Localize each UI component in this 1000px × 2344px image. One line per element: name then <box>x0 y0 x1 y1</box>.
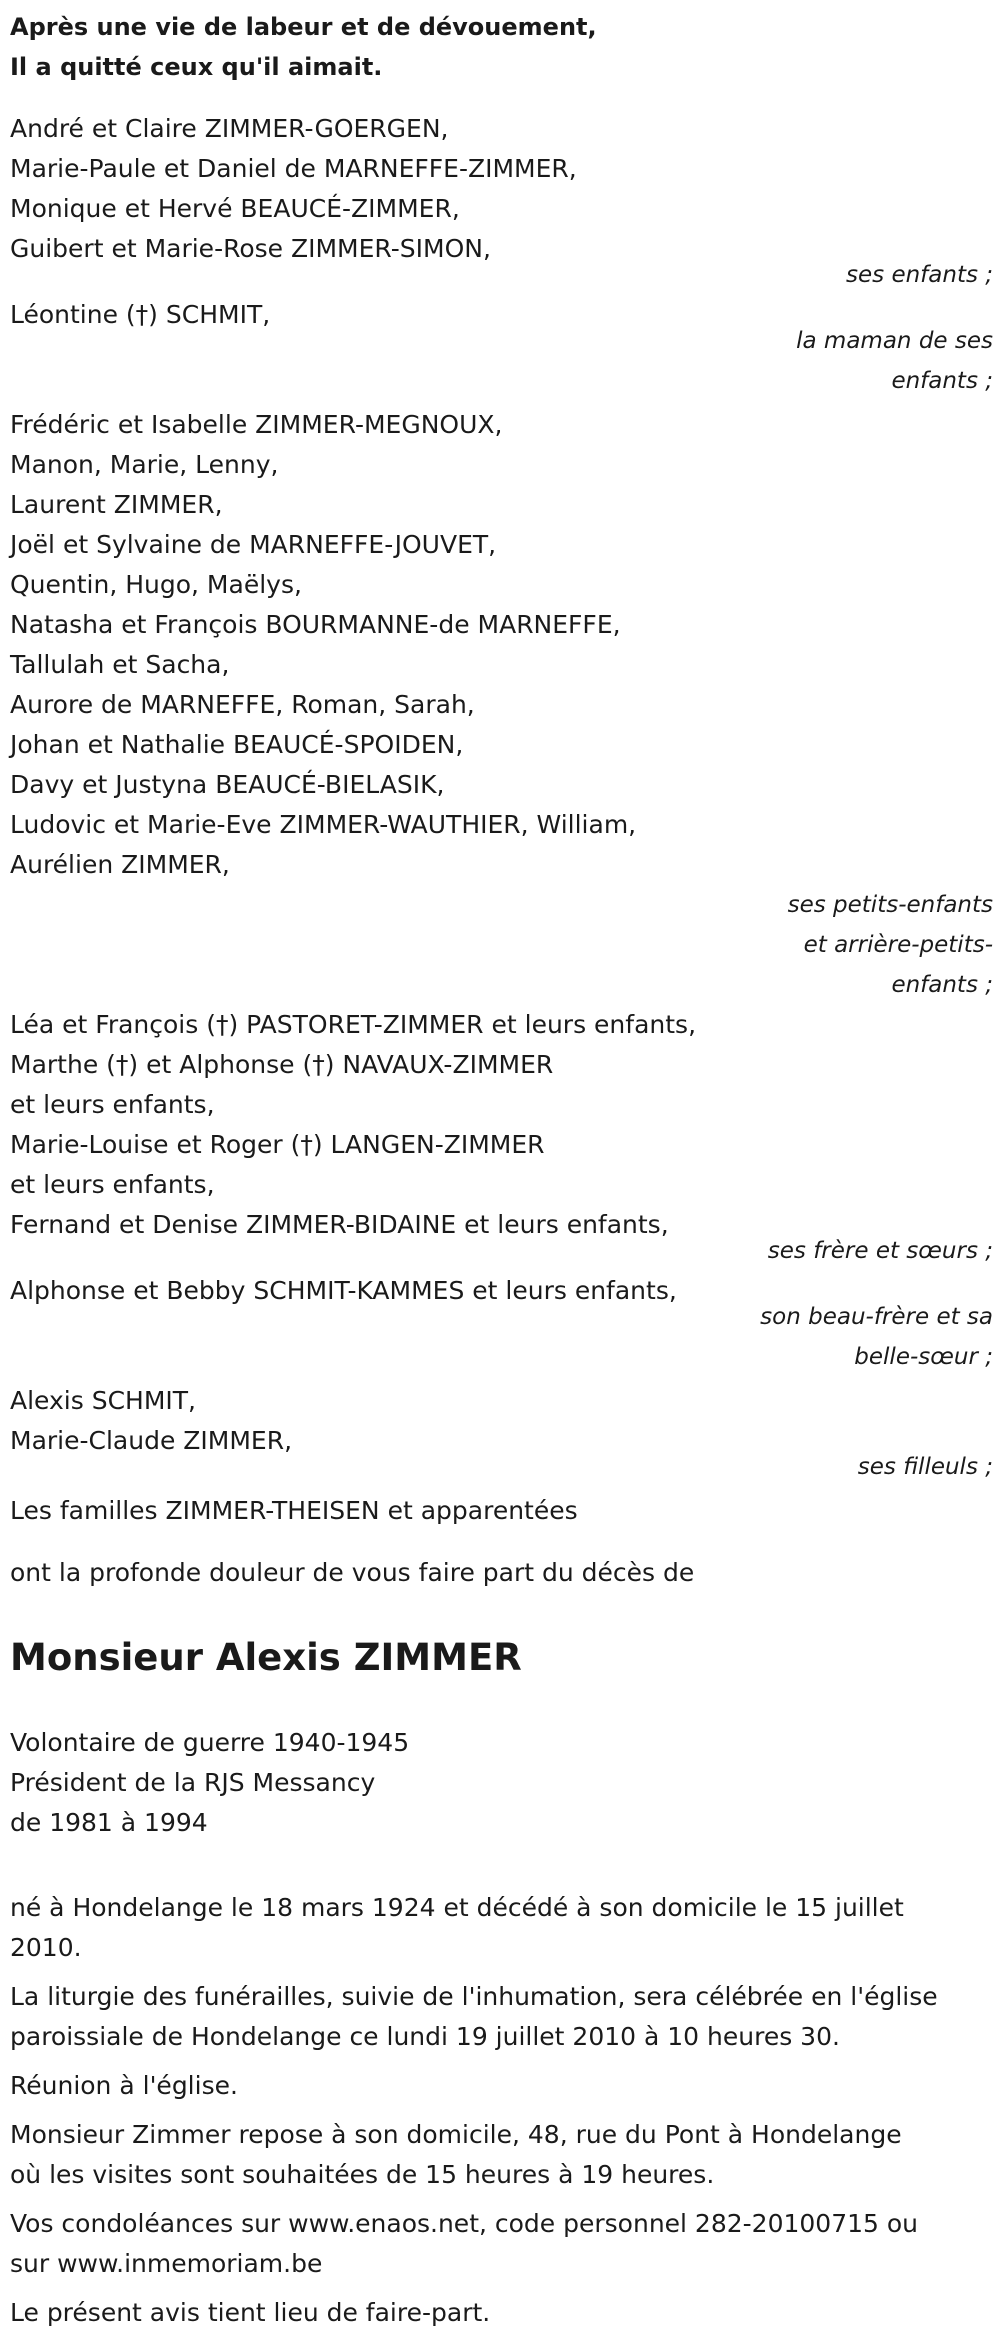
family-group-mother <box>10 295 995 401</box>
family-name-line: Ludovic et Marie-Eve ZIMMER-WAUTHIER, William, <box>10 810 637 839</box>
condolences-paragraph <box>10 2204 995 2284</box>
family-name-line: et leurs enfants, <box>10 1090 215 1119</box>
family-group-grandchildren <box>10 405 995 1005</box>
title-line: Volontaire de guerre 1940-1945 <box>10 1728 410 1757</box>
family-name-line: Monique et Hervé BEAUCÉ-ZIMMER, <box>10 194 460 223</box>
family-name-line: Natasha et François BOURMANNE-de MARNEFFE, <box>10 610 621 639</box>
relation-label: ses petits-enfants <box>787 892 993 918</box>
family-name-line: Quentin, Hugo, Maëlys, <box>10 570 302 599</box>
relation-label: la maman de ses <box>796 328 993 354</box>
family-name-line: Johan et Nathalie BEAUCÉ-SPOIDEN, <box>10 730 464 759</box>
family-name-line: Tallulah et Sacha, <box>10 650 230 679</box>
paragraph-line: La liturgie des funérailles, suivie de l'inhumation, sera célébrée en l'église <box>10 1982 938 2011</box>
relation-label: son beau-frère et sa <box>760 1304 993 1330</box>
family-name-line: Aurore de MARNEFFE, Roman, Sarah, <box>10 690 475 719</box>
paragraph-line: Le présent avis tient lieu de faire-part. <box>10 2298 491 2327</box>
family-name-line: Les familles ZIMMER-THEISEN et apparentées <box>10 1496 578 1525</box>
paragraph-line: né à Hondelange le 18 mars 1924 et décédé à son domicile le 15 juillet <box>10 1893 904 1922</box>
family-name-line: Alexis SCHMIT, <box>10 1386 196 1415</box>
intro <box>10 7 995 87</box>
family-name-line: Aurélien ZIMMER, <box>10 850 230 879</box>
visitation-paragraph <box>10 2115 995 2195</box>
deceased-titles <box>10 1723 995 1843</box>
intro-line: Après une vie de labeur et de dévouement, <box>10 13 597 41</box>
paragraph-line: Monsieur Zimmer repose à son domicile, 48, rue du Pont à Hondelange <box>10 2120 902 2149</box>
family-group-siblings <box>10 1005 995 1271</box>
paragraph-line: 2010. <box>10 1933 82 1962</box>
relation-label: enfants ; <box>891 368 993 394</box>
family-name-line: Marie-Louise et Roger (†) LANGEN-ZIMMER <box>10 1130 545 1159</box>
funeral-paragraph <box>10 1977 995 2057</box>
family-name-line: Joël et Sylvaine de MARNEFFE-JOUVET, <box>10 530 497 559</box>
family-name-line: Manon, Marie, Lenny, <box>10 450 279 479</box>
relation-label: ses frère et sœurs ; <box>767 1238 993 1264</box>
family-name-line: et leurs enfants, <box>10 1170 215 1199</box>
family-name-line: Marthe (†) et Alphonse (†) NAVAUX-ZIMMER <box>10 1050 554 1079</box>
title-line: de 1981 à 1994 <box>10 1808 208 1837</box>
family-name-line: Frédéric et Isabelle ZIMMER-MEGNOUX, <box>10 410 503 439</box>
family-name-line: Marie-Paule et Daniel de MARNEFFE-ZIMMER, <box>10 154 577 183</box>
relation-label: et arrière-petits- <box>803 932 993 958</box>
family-group-children <box>10 109 995 295</box>
family-name-line: Guibert et Marie-Rose ZIMMER-SIMON, <box>10 234 491 263</box>
family-name-line: Fernand et Denise ZIMMER-BIDAINE et leurs enfants, <box>10 1210 669 1239</box>
announcement: ont la profonde douleur de vous faire part du décès de <box>10 1558 695 1587</box>
family-name-line: Marie-Claude ZIMMER, <box>10 1426 293 1455</box>
paragraph-line: où les visites sont souhaitées de 15 heures à 19 heures. <box>10 2160 715 2189</box>
deceased-name: Monsieur Alexis ZIMMER <box>10 1636 522 1679</box>
birth-death-paragraph <box>10 1888 995 1968</box>
relation-label: belle-sœur ; <box>854 1344 993 1370</box>
family-group-godchildren <box>10 1381 995 1487</box>
relation-label: enfants ; <box>891 972 993 998</box>
paragraph-line: Réunion à l'église. <box>10 2071 238 2100</box>
relation-label: ses enfants ; <box>846 262 993 288</box>
family-name-line: Davy et Justyna BEAUCÉ-BIELASIK, <box>10 770 445 799</box>
family-group-in-laws <box>10 1271 995 1377</box>
family-name-line: Léontine (†) SCHMIT, <box>10 300 271 329</box>
family-name-line: Léa et François (†) PASTORET-ZIMMER et leurs enfants, <box>10 1010 697 1039</box>
intro-line: Il a quitté ceux qu'il aimait. <box>10 53 383 81</box>
family-name-line: Laurent ZIMMER, <box>10 490 223 519</box>
paragraph-line: Vos condoléances sur www.enaos.net, code personnel 282-20100715 ou <box>10 2209 919 2238</box>
family-name-line: Alphonse et Bebby SCHMIT-KAMMES et leurs enfants, <box>10 1276 677 1305</box>
family-group-relatives <box>10 1491 995 1531</box>
title-line: Président de la RJS Messancy <box>10 1768 376 1797</box>
family-name-line: André et Claire ZIMMER-GOERGEN, <box>10 114 449 143</box>
meeting-paragraph <box>10 2066 995 2106</box>
paragraph-line: paroissiale de Hondelange ce lundi 19 juillet 2010 à 10 heures 30. <box>10 2022 840 2051</box>
closing-paragraph <box>10 2293 995 2333</box>
relation-label: ses filleuls ; <box>857 1454 993 1480</box>
obituary-notice <box>10 0 995 2333</box>
paragraph-line: sur www.inmemoriam.be <box>10 2249 323 2278</box>
